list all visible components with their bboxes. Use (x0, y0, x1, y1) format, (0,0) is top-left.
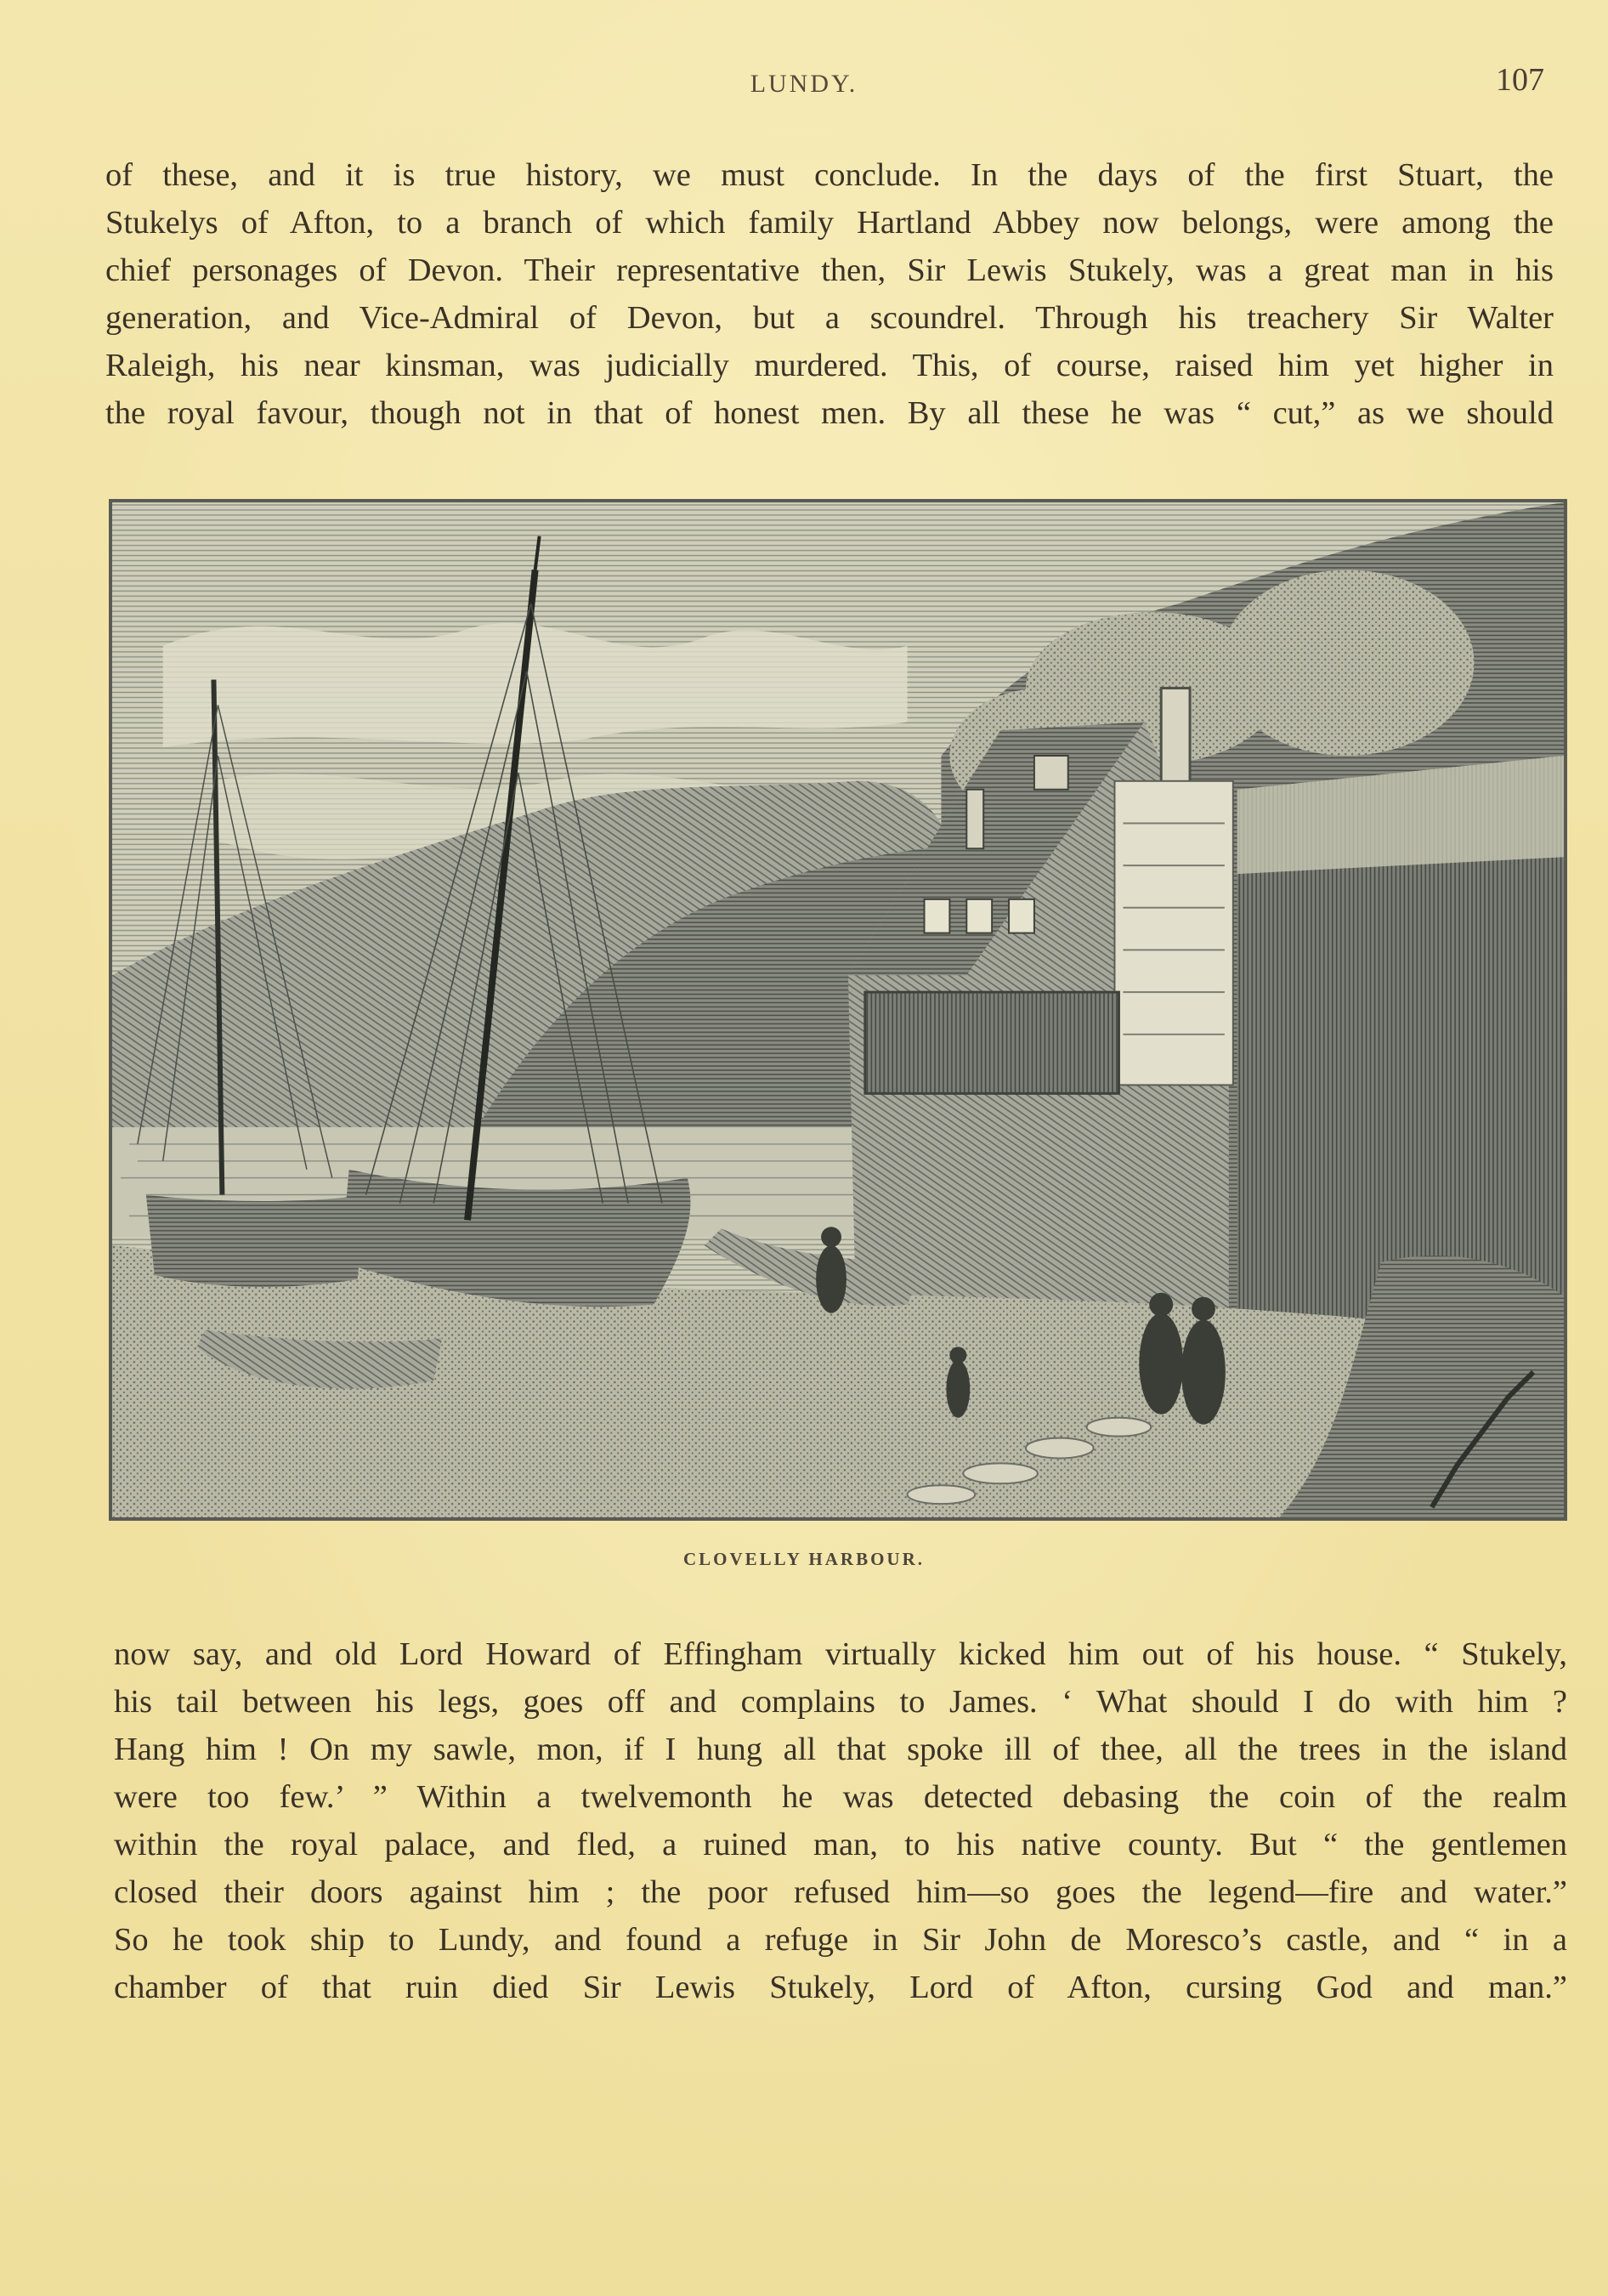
text-line: now say, and old Lord Howard of Effingham virtually kicked him out of his house. “ Stukely, (114, 1636, 1567, 1672)
page-number: 107 (1496, 62, 1544, 98)
text-line: his tail between his legs, goes off and complains to James. ‘ What should I do with him ? (114, 1684, 1567, 1720)
text-line: chamber of that ruin died Sir Lewis Stukely, Lord of Afton, cursing God and man.” (114, 1970, 1567, 2005)
engraving-illustration (109, 499, 1567, 1521)
text-line: of these, and it is true history, we must conclude. In the days of the first Stuart, the (105, 157, 1554, 193)
paragraph-bottom (114, 1630, 1567, 2011)
text-line: were too few.’ ” Within a twelvemonth he was detected debasing the coin of the realm (114, 1779, 1567, 1815)
text-line: Raleigh, his near kinsman, was judicially murdered. This, of course, raised him yet higher in (105, 348, 1554, 383)
text-line: chief personages of Devon. Their representative then, Sir Lewis Stukely, was a great man in his (105, 252, 1554, 288)
text-line: within the royal palace, and fled, a ruined man, to his native county. But “ the gentlemen (114, 1827, 1567, 1862)
figure-caption: CLOVELLY HARBOUR. (683, 1549, 925, 1569)
text-line: Stukelys of Afton, to a branch of which family Hartland Abbey now belongs, were among the (105, 205, 1554, 241)
text-line: Hang him ! On my sawle, mon, if I hung all that spoke ill of thee, all the trees in the island (114, 1732, 1567, 1767)
text-line: closed their doors against him ; the poor refused him—so goes the legend—fire and water.” (114, 1874, 1567, 1910)
sailing-boat-left (146, 1195, 366, 1287)
paragraph-top (105, 151, 1554, 437)
text-line: generation, and Vice-Admiral of Devon, but a scoundrel. Through his treachery Sir Walter (105, 300, 1554, 336)
harbour-engraving (112, 502, 1564, 1517)
running-head: LUNDY. (750, 70, 858, 98)
text-line: So he took ship to Lundy, and found a refuge in Sir John de Moresco’s castle, and “ in a (114, 1922, 1567, 1958)
text-line: the royal favour, though not in that of honest men. By all these he was “ cut,” as we should (105, 395, 1554, 431)
